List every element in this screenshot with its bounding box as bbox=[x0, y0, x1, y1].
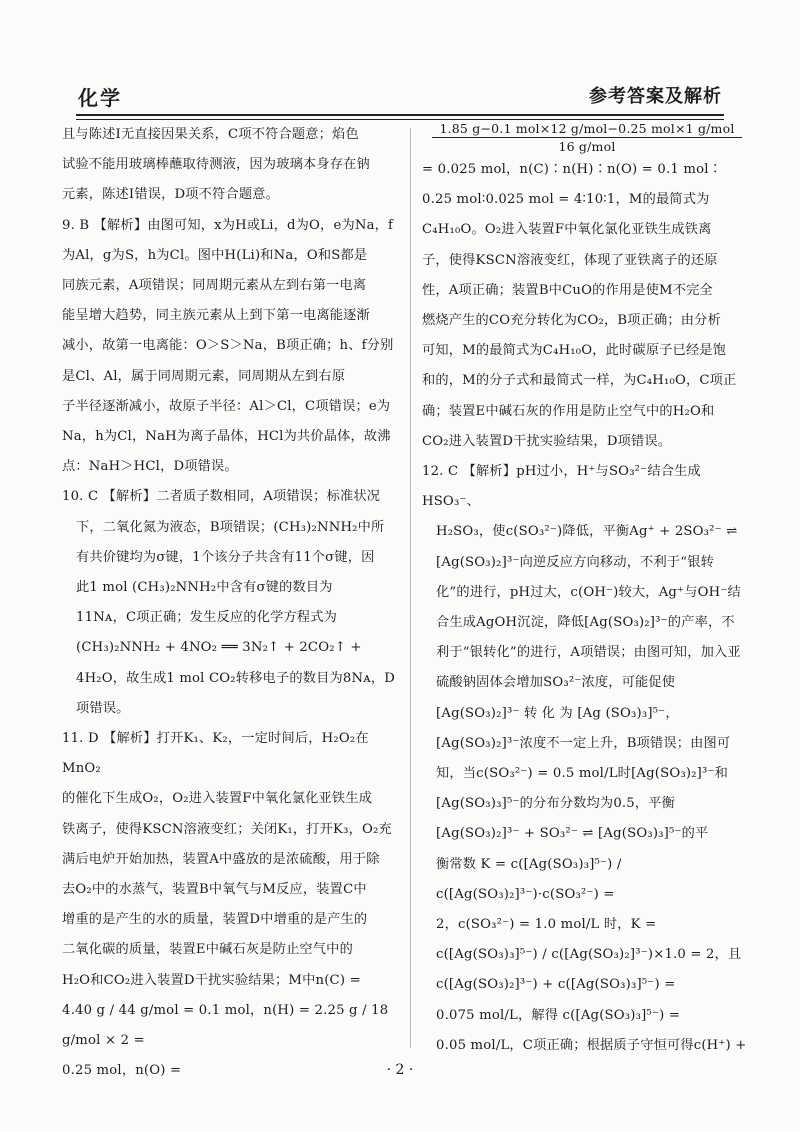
text-line: 4.40 g / 44 g/mol = 0.1 mol，n(H) = 2.25 g / 18 g/mol × 2 = bbox=[62, 1002, 389, 1049]
text-line: 0.05 mol/L，C项正确；根据质子守恒可得c(H⁺) + bbox=[436, 1037, 747, 1053]
header-title: 参考答案及解析 bbox=[589, 86, 722, 107]
text-line: [Ag(SO₃)₂]³⁻浓度不一定上升，B项错误；由图可 bbox=[436, 735, 731, 751]
text-line: 二氧化碳的质量，装置E中碱石灰是防止空气中的 bbox=[62, 942, 353, 958]
text-line: H₂SO₃，使c(SO₃²⁻)降低，平衡Ag⁺ + 2SO₃²⁻ ⇌ bbox=[436, 524, 738, 540]
text-line: 下，二氧化氮为液态，B项错误；(CH₃)₂NNH₂中所 bbox=[76, 519, 385, 535]
text-line: 子，使得KSCN溶液变红，体现了亚铁离子的还原 bbox=[422, 252, 718, 268]
text-line: 子半径逐渐减小，故原子半径：Al＞Cl，C项错误；e为 bbox=[62, 398, 391, 414]
text-line: C₄H₁₀O。O₂进入装置F中氧化氯化亚铁生成铁离 bbox=[422, 222, 712, 238]
text-line: 化”的进行，pH过大，c(OH⁻)较大，Ag⁺与OH⁻结 bbox=[436, 584, 741, 600]
text-line: 且与陈述Ⅰ无直接因果关系，C项不符合题意；焰色 bbox=[62, 127, 359, 142]
right-column bbox=[422, 120, 752, 1053]
left-column bbox=[62, 120, 400, 1079]
text-line: 确；装置E中碱石灰的作用是防止空气中的H₂O和 bbox=[422, 403, 715, 419]
text-line: [Ag(SO₃)₂]³⁻ + SO₃²⁻ ⇌ [Ag(SO₃)₃]⁵⁻的平 bbox=[436, 826, 709, 842]
text-line: 同族元素，A项错误；同周期元素从左到右第一电离 bbox=[62, 278, 367, 294]
text-line: 有共价键均为σ键，1个该分子共含有11个σ键，因 bbox=[76, 549, 375, 565]
header-subject: 化学 bbox=[78, 86, 122, 110]
text-line: 0.075 mol/L，解得 c([Ag(SO₃)₃]⁵⁻) = bbox=[436, 1007, 681, 1023]
text-line: 合生成AgOH沉淀，降低[Ag(SO₃)₂]³⁻的产率，不 bbox=[436, 615, 735, 631]
text-line: Na，h为Cl，NaH为离子晶体，HCl为共价晶体，故沸 bbox=[62, 429, 391, 445]
text-line: 燃烧产生的CO充分转化为CO₂，B项正确；由分析 bbox=[422, 313, 721, 329]
text-line: 11Nᴀ，C项正确；发生反应的化学方程式为 bbox=[76, 610, 338, 626]
text-line: 10. C 【解析】二者质子数相同，A项错误；标准状况 bbox=[62, 489, 381, 505]
text-line: (CH₃)₂NNH₂ + 4NO₂ ══ 3N₂↑ + 2CO₂↑ + bbox=[76, 640, 362, 656]
text-line: 满后电炉开始加热，装置A中盛放的是浓硫酸，用于除 bbox=[62, 851, 380, 867]
text-line: 可知，M的最简式为C₄H₁₀O，此时碳原子已经是饱 bbox=[422, 343, 727, 359]
text-line: 减小，故第一电离能：O＞S＞Na，B项正确；h、f分别 bbox=[62, 338, 394, 354]
text-line: 为Al，g为S，h为Cl。图中H(Li)和Na，O和S都是 bbox=[62, 247, 368, 263]
text-line: 0.25 mol，n(O) = bbox=[62, 1063, 182, 1079]
text-line: 4H₂O，故生成1 mol CO₂转移电子的数目为8Nᴀ，D bbox=[76, 670, 396, 686]
text-line: 试验不能用玻璃棒蘸取待测液，因为玻璃本身存在钠 bbox=[62, 157, 370, 173]
fraction-denominator: 16 g/mol bbox=[558, 139, 616, 154]
text-line: 知，当c(SO₃²⁻) = 0.5 mol/L时[Ag(SO₃)₂]³⁻和 bbox=[436, 766, 729, 782]
text-line: 12. C 【解析】pH过小，H⁺与SO₃²⁻结合生成HSO₃⁻、 bbox=[422, 464, 701, 510]
text-line: 衡常数 K = c([Ag(SO₃)₃]⁵⁻) / c([Ag(SO₃)₂]³⁻)·c(SO₃²⁻) = bbox=[436, 856, 622, 902]
text-line: c([Ag(SO₃)₃]⁵⁻) / c([Ag(SO₃)₂]³⁻)×1.0 = 2，且 bbox=[436, 947, 742, 963]
page-number: · 2 · bbox=[386, 1062, 414, 1078]
text-line: 硫酸钠固体会增加SO₃²⁻浓度，可能促使 bbox=[436, 675, 676, 691]
column-divider bbox=[410, 128, 411, 1048]
text-line: 是Cl、Al，属于同周期元素，同周期从左到右原 bbox=[62, 368, 346, 384]
text-line: 的催化下生成O₂，O₂进入装置F中氧化氯化亚铁生成 bbox=[62, 791, 373, 807]
text-line: CO₂进入装置D干扰实验结果，D项错误。 bbox=[422, 433, 672, 449]
text-line: c([Ag(SO₃)₂]³⁻) + c([Ag(SO₃)₃]⁵⁻) = bbox=[436, 977, 676, 993]
text-line: [Ag(SO₃)₂]³⁻ 转 化 为 [Ag (SO₃)₃]⁵⁻， bbox=[436, 705, 679, 721]
text-line: 项错误。 bbox=[76, 700, 130, 716]
text-line: 此1 mol (CH₃)₂NNH₂中含有σ键的数目为 bbox=[76, 580, 333, 596]
text-line: 11. D 【解析】打开K₁、K₂，一定时间后，H₂O₂在MnO₂ bbox=[62, 731, 369, 777]
text-line: H₂O和CO₂进入装置D干扰实验结果；M中n(C) = bbox=[62, 972, 361, 988]
text-line: 9. B 【解析】由图可知，x为H或Li，d为O，e为Na，f bbox=[62, 217, 394, 233]
text-line: = 0.025 mol，n(C)∶n(H)∶n(O) = 0.1 mol∶ bbox=[422, 162, 723, 177]
text-line: 2，c(SO₃²⁻) = 1.0 mol/L 时，K = bbox=[436, 917, 657, 933]
text-line: 0.25 mol∶0.025 mol = 4∶10∶1，M的最简式为 bbox=[422, 192, 710, 208]
text-line: 增重的是产生的水的质量，装置D中增重的是产生的 bbox=[62, 912, 368, 928]
text-line: 能呈增大趋势，同主族元素从上到下第一电离能逐渐 bbox=[62, 308, 370, 324]
text-line: 去O₂中的水蒸气，装置B中氧气与M反应，装置C中 bbox=[62, 882, 367, 898]
text-line: 性，A项正确；装置B中CuO的作用是使M不完全 bbox=[422, 282, 713, 298]
text-line: 利于“银转化”的进行，A项错误；由图可知，加入亚 bbox=[436, 645, 741, 661]
text-line: [Ag(SO₃)₃]⁵⁻的分布分数均为0.5，平衡 bbox=[436, 796, 676, 812]
text-line: 元素，陈述Ⅰ错误，D项不符合题意。 bbox=[62, 187, 279, 203]
text-line: 和的，M的分子式和最简式一样，为C₄H₁₀O，C项正 bbox=[422, 373, 737, 389]
text-line: 铁离子，使得KSCN溶液变红；关闭K₁，打开K₃，O₂充 bbox=[62, 821, 392, 837]
text-line: 点：NaH＞HCl，D项错误。 bbox=[62, 459, 238, 475]
text-line: [Ag(SO₃)₂]³⁻向逆反应方向移动，不利于“银转 bbox=[436, 554, 714, 570]
fraction-numerator: 1.85 g−0.1 mol×12 g/mol−0.25 mol×1 g/mol bbox=[439, 121, 735, 136]
